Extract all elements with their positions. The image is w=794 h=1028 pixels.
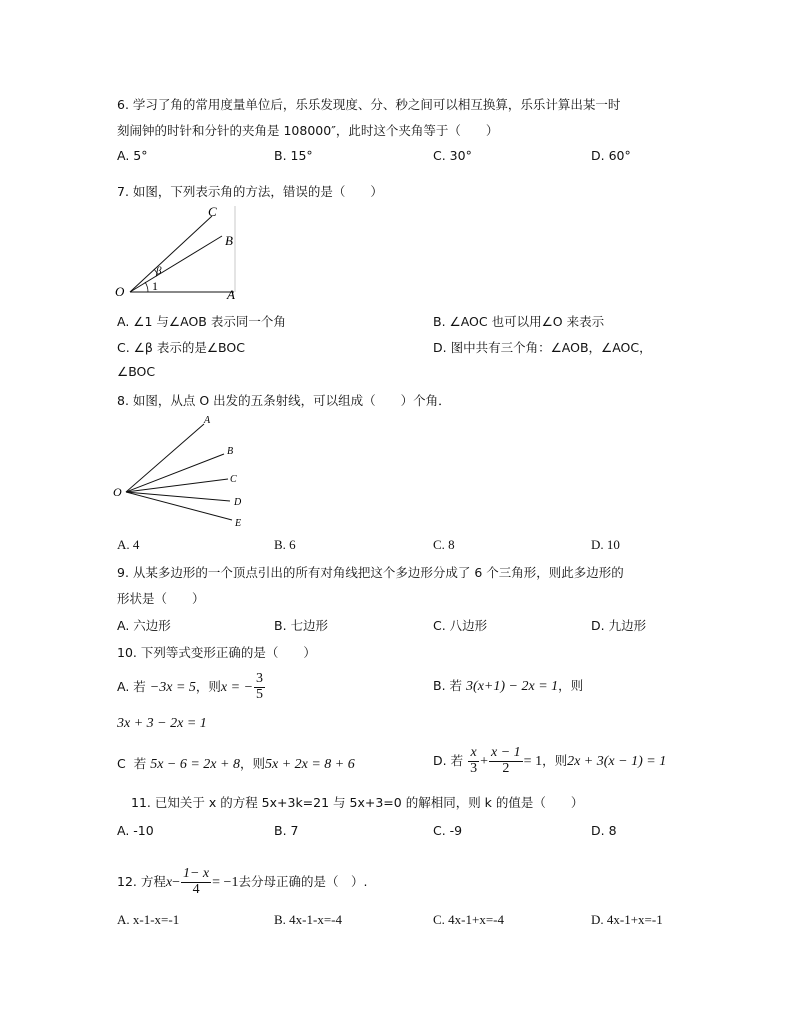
q11-option-d: D. 8 [591, 823, 617, 838]
q6-stem-line1: 6. 学习了角的常用度量单位后，乐乐发现度、分、秒之间可以相互换算，乐乐计算出某一时 [117, 97, 621, 112]
label-b: B [225, 233, 233, 248]
q12-suffix: 去分母正确的是（ ）. [238, 874, 368, 889]
q10-a-if: 若 [133, 679, 146, 694]
q12-minus: − [172, 875, 180, 890]
q6-option-b: B. 15° [274, 148, 313, 163]
q12-prefix: 12. 方程 [117, 874, 166, 889]
q9-option-c: C. 八边形 [433, 618, 488, 633]
q10-d-eq2: 2x + 3(x − 1) = 1 [567, 754, 667, 769]
label-1: 1 [152, 279, 158, 293]
q10-d-den2: 2 [502, 761, 510, 776]
q12-fraction [181, 867, 211, 897]
ray-oc [130, 216, 212, 292]
q12-option-c: C. 4x-1+x=-4 [433, 912, 504, 927]
q11-option-b: B. 7 [274, 823, 299, 838]
q10-b-if: 若 [449, 678, 463, 693]
label-d: D [234, 497, 242, 508]
q6-option-c: C. 30° [433, 148, 472, 163]
q7-angle-figure [112, 202, 242, 302]
q8-option-b: B. 6 [274, 537, 296, 552]
q9-stem-line2: 形状是（ ） [117, 591, 205, 606]
q9-stem-line1: 9. 从某多边形的一个顶点引出的所有对角线把这个多边形分成了 6 个三角形，则此多边形的 [117, 565, 624, 580]
q10-c-label: C [117, 756, 126, 771]
q12-option-a: A. x-1-x=-1 [117, 912, 180, 927]
label-a: A [204, 415, 211, 426]
q12-option-d: D. 4x-1+x=-1 [591, 912, 663, 927]
q8-rays-figure [112, 412, 252, 534]
q10-d-num2: x − 1 [491, 745, 521, 761]
q10-option-d [433, 741, 666, 782]
label-c: C [230, 474, 237, 485]
q8-stem: 8. 如图，从点 O 出发的五条射线，可以组成（ ）个角． [117, 393, 451, 408]
q10-d-eq1-rest: = 1 [523, 754, 543, 769]
q10-option-b [433, 676, 583, 695]
q10-a-eq1: −3x = 5 [149, 680, 196, 695]
q10-a-then: ，则 [195, 679, 221, 694]
q9-option-d: D. 九边形 [591, 618, 647, 633]
label-o: O [115, 284, 125, 299]
q7-option-d: D. 图中共有三个角：∠AOB，∠AOC， [433, 340, 652, 355]
q7-option-a: A. ∠1 与∠AOB 表示同一个角 [117, 314, 286, 329]
q10-d-label: D. [433, 753, 447, 768]
q10-c-eq1: 5x − 6 = 2x + 8 [150, 757, 240, 772]
label-o: O [113, 485, 122, 499]
q10-d-fraction2 [489, 746, 523, 776]
q10-stem: 10. 下列等式变形正确的是（ ） [117, 645, 316, 660]
q11-option-c: C. -9 [433, 823, 463, 838]
q10-d-then: ，则 [542, 753, 568, 768]
ray-oa [126, 424, 204, 492]
q6-option-d: D. 60° [591, 148, 631, 163]
q10-a-den: 5 [256, 687, 264, 702]
q12-option-b: B. 4x-1-x=-4 [274, 912, 342, 927]
q8-option-a: A. 4 [117, 537, 140, 552]
ray-oc [126, 479, 228, 492]
q6-stem-line2: 刻闹钟的时针和分针的夹角是 108000″，此时这个夹角等于（ ） [117, 123, 499, 138]
label-a: A [227, 287, 235, 302]
q8-option-d: D. 10 [591, 537, 620, 552]
q10-b-cont: 3x + 3 − 2x = 1 [117, 716, 207, 731]
q10-c-eq2: 5x + 2x = 8 + 6 [264, 757, 355, 772]
q10-d-den1: 3 [470, 761, 478, 776]
q10-c-then: ，则 [239, 756, 265, 771]
q10-option-a [117, 668, 266, 707]
q9-option-b: B. 七边形 [274, 618, 329, 633]
q12-stem [117, 862, 367, 903]
q10-c-if: 若 [133, 756, 147, 771]
q9-option-a: A. 六边形 [117, 618, 171, 633]
q11-stem: 11. 已知关于 x 的方程 5x+3k=21 与 5x+3=0 的解相同，则 k 的值是（ ） [131, 795, 584, 810]
q10-d-if: 若 [450, 753, 464, 768]
label-e: E [235, 518, 242, 529]
q10-d-fraction1 [468, 746, 479, 776]
q12-den: 4 [192, 882, 200, 897]
arc-1 [145, 282, 148, 292]
q10-b-eq1: 3(x+1) − 2x = 1 [466, 679, 559, 694]
label-c: C [208, 204, 217, 219]
q10-a-label: A. [117, 679, 130, 694]
q10-a-fraction [254, 672, 265, 702]
q10-a-eq2: x = − [220, 680, 254, 695]
ray-ob [130, 236, 222, 292]
ray-ob [126, 454, 224, 492]
q7-option-c: C. ∠β 表示的是∠BOC [117, 340, 245, 355]
q10-b-label: B. [433, 678, 446, 693]
q8-option-c: C. 8 [433, 537, 455, 552]
q11-option-a: A. -10 [117, 823, 154, 838]
q12-rest: = −1 [212, 875, 239, 890]
q7-option-d-cont: ∠BOC [117, 364, 156, 379]
q12-num: 1− x [182, 866, 210, 882]
q7-stem: 7. 如图，下列表示角的方法，错误的是（ ） [117, 184, 383, 199]
label-beta: β [156, 265, 162, 277]
q10-a-num: 3 [256, 671, 264, 687]
q10-b-then: ，则 [558, 678, 584, 693]
q12-x: x [165, 875, 173, 890]
label-b: B [227, 446, 234, 457]
q10-d-num1: x [468, 746, 479, 762]
q10-d-plus: + [480, 754, 488, 769]
q6-option-a: A. 5° [117, 148, 148, 163]
q7-option-b: B. ∠AOC 也可以用∠O 来表示 [433, 314, 605, 329]
q10-option-c [117, 754, 355, 773]
